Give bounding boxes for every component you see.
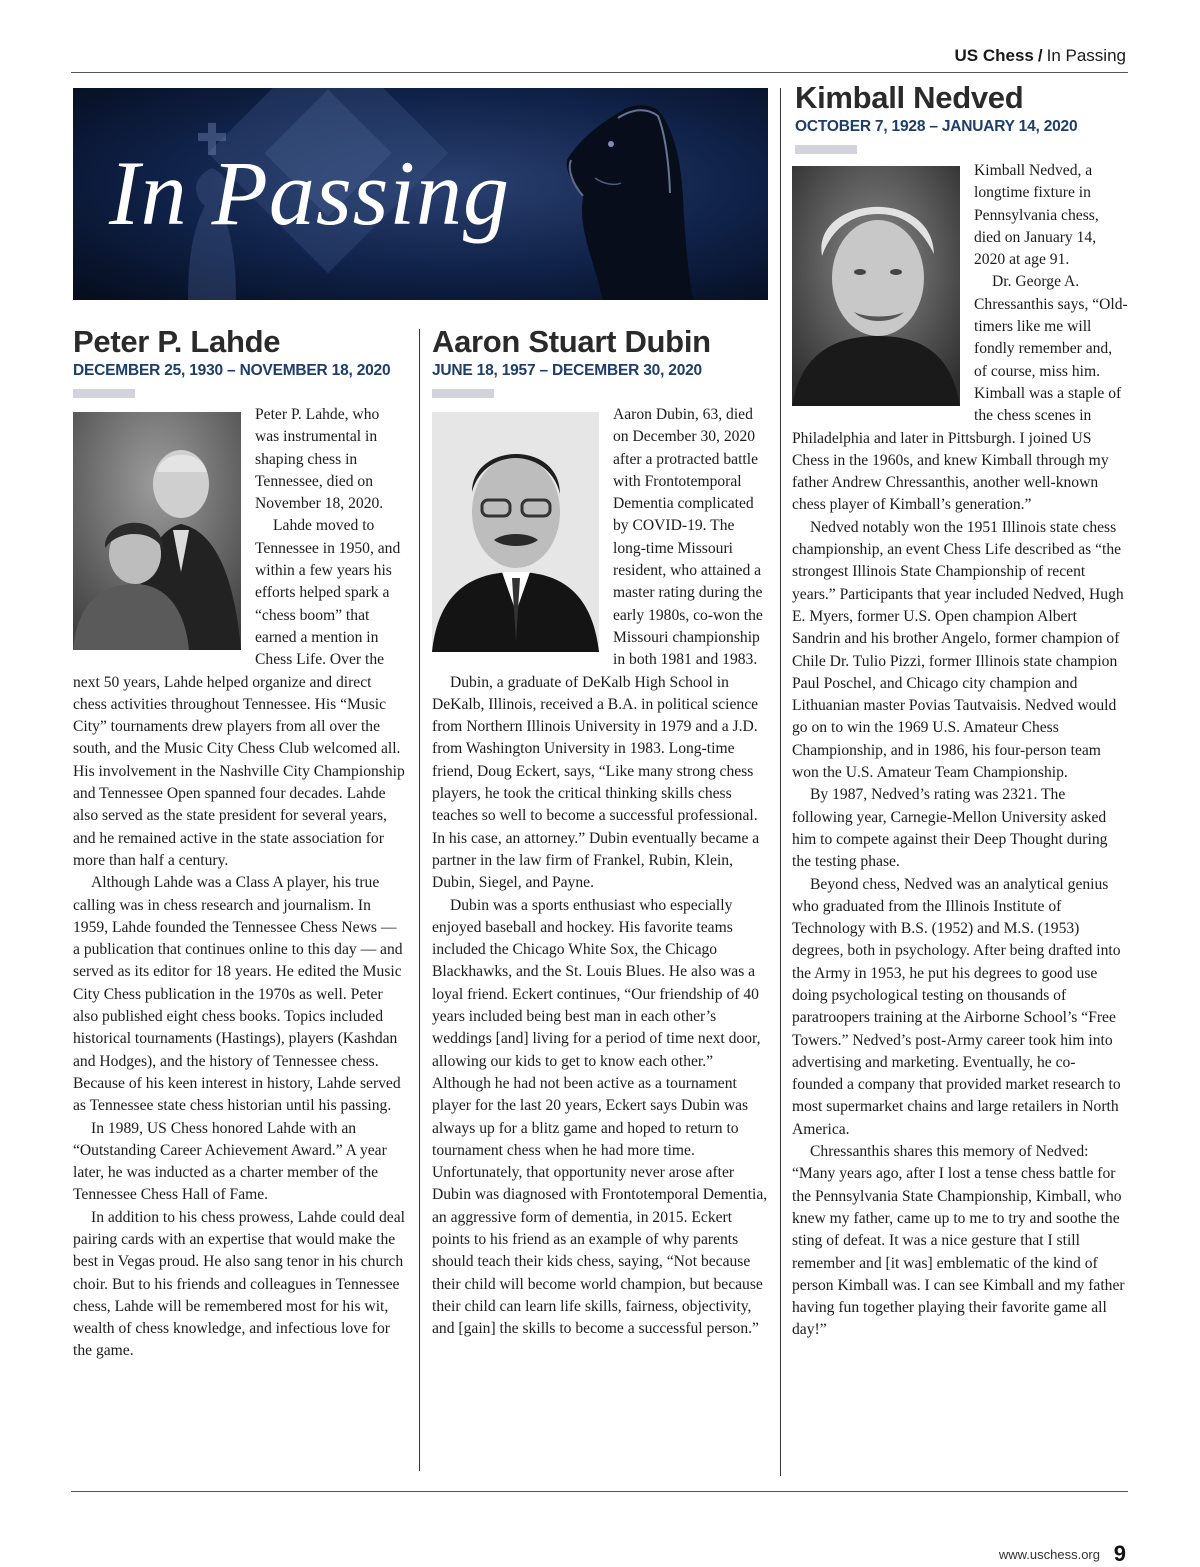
paragraph: Although Lahde was a Class A player, his true calling was in chess research and journalism. In 1959, Lahde founded the Tennessee Chess News — a publication that continues online to this day — and served as its editor for 18 years. He edited the Music City Chess publication in the 1970s as well. Peter also published eight chess books. Topics included historical tournaments (Hastings), players (Kashdan and Hodges), and the history of Tennessee chess. Because of his keen interest in history, Lahde served as Tennessee state chess historian until his passing. [73, 874, 403, 1115]
paragraph: By 1987, Nedved’s rating was 2321. The following year, Carnegie-Mellon University asked him to compete against their Deep Thought during the testing phase. [792, 786, 1108, 871]
accent-bar [73, 389, 135, 398]
column-divider-2 [780, 88, 781, 1476]
obituary-text-nedved [792, 160, 1128, 1342]
paragraph: Chressanthis shares this memory of Nedved: “Many years ago, after I lost a tense chess battle for the Pennsylvania State Championship, Kimball, who knew my father, came up to me to try and soothe the sting of defeat. It was a nice gesture that I still remember and [it was] emblematic of the kind of person Kimball was. I can see Kimball and my father having fun together playing their favorite game all day!” [792, 1143, 1125, 1339]
footer-url: www.uschess.org [998, 1547, 1100, 1562]
paragraph: Beyond chess, Nedved was an analytical genius who graduated from the Illinois Institute of Technology with B.S. (1952) and M.S. (1953) degrees, both in psychology. After being drafted into the Army in 1953, he put his degrees to good use doing psychological testing on thousands of paratroopers training at the Airborne School’s “Free Towers.” Nedved’s post-Army career took him into advertising and marketing. Eventually, he co- founded a company that provided market research to most supermarket chains and large retailers in North America. [792, 875, 1121, 1138]
running-head-separator: / [1037, 46, 1043, 65]
banner-title: In Passing [109, 142, 510, 244]
paragraph: Kimball Nedved, a longtime fixture in Pennsylvania chess, died on January 14, 2020 at age 91. [974, 162, 1099, 269]
paragraph: Peter P. Lahde, who was instrumental in shaping chess in Tennessee, died on November 18, 2020. [255, 406, 384, 513]
footer-rule [71, 1491, 1128, 1492]
portrait-photo-nedved [792, 166, 960, 406]
publication-name: US Chess [954, 46, 1034, 65]
section-name: In Passing [1046, 46, 1126, 65]
page-number: 9 [1113, 1541, 1126, 1566]
paragraph: Dubin was a sports enthusiast who especially enjoyed baseball and hockey. His favorite teams included the Chicago White Sox, the Chicago Blackhawks, and the St. Louis Blues. He also was a loyal friend. Eckert continues, “Our friendship of 40 years included being best man in each other’s weddings [and] living for a period of time next door, allowing our kids to get to know each other.” Although he had not been active as a tournament player for the last 20 years, Eckert says Dubin was always up for a blitz game and hoped to return to tournament chess when he had more time. Unfortunately, that opportunity never arose after Dubin was diagnosed with Frontotemporal Dementia, an aggressive form of dementia, in 2015. Eckert points to his friend as an example of why parents should teach their kids chess, saying, “Not because their child will become world champion, but because their child can learn life skills, fairness, objectivity, and [gain] the skills to become a successful person.” [432, 896, 768, 1338]
accent-bar [795, 145, 857, 154]
paragraph: In addition to his chess prowess, Lahde could deal pairing cards with an expertise that would make the best in Vegas proud. He also sang tenor in his church choir. But to his friends and colleagues in Tennessee chess, Lahde will be remembered most for his wit, wealth of chess knowledge, and infectious love for the game. [73, 1208, 405, 1360]
paragraph: Aaron Dubin, 63, died on December 30, 2020 after a protracted battle with Frontotemporal Dementia complicated by COVID-19. The long-time Missouri resident, who attained a master rating during the early 1980s, co-won the Missouri championship in both 1981 and 1983. [613, 406, 763, 669]
column-divider-1 [419, 329, 420, 1471]
obituary-name-lahde: Peter P. Lahde [73, 324, 281, 359]
portrait-photo-lahde [73, 412, 241, 650]
header-rule [71, 72, 1128, 73]
obituary-dates-dubin: JUNE 18, 1957 – DECEMBER 30, 2020 [432, 362, 702, 379]
portrait-photo-dubin [432, 412, 599, 652]
section-banner [73, 88, 768, 300]
obituary-name-nedved: Kimball Nedved [795, 80, 1024, 115]
obituary-dates-nedved: OCTOBER 7, 1928 – JANUARY 14, 2020 [795, 118, 1078, 135]
paragraph: Dubin, a graduate of DeKalb High School in DeKalb, Illinois, received a B.A. in political science from Northern Illinois University in 1979 and a J.D. from Washington University in 1983. Long-time friend, Doug Eckert, says, “Like many strong chess players, he took the critical thinking skills chess teaches so well to become a successful professional. In his case, an attorney.” Dubin eventually became a partner in the law firm of Frankel, Rubin, Klein, Dubin, Siegel, and Payne. [432, 673, 760, 892]
paragraph: Nedved notably won the 1951 Illinois state chess championship, an event Chess Life described as “the strongest Illinois State Championship of recent years.” Participants that year included Nedved, Hugh E. Myers, former U.S. Open champion Albert Sandrin and his brother Angelo, former champion of Chile Dr. Tulio Pizzi, former Illinois state champion Paul Poschel, and Chicago city champion and Lithuanian master Povias Tautvaisis. Nedved would go on to win the 1969 U.S. Amateur Chess Championship, and in 1986, his four-person team won the U.S. Amateur Team Championship. [792, 518, 1124, 782]
obituary-text-dubin [432, 404, 770, 1340]
obituary-dates-lahde: DECEMBER 25, 1930 – NOVEMBER 18, 2020 [73, 362, 391, 379]
paragraph: Dr. George A. Chressanthis says, “Old-timers like me will fondly remember and, of course, miss him. Kimball was a staple of the chess scenes in Philadelphia and later in Pittsburgh. I joined US Chess in the 1960s, and knew Kimball through my father Andrew Chressanthis, another well-known chess player of Kimball’s generation.” [792, 273, 1128, 514]
obituary-name-dubin: Aaron Stuart Dubin [432, 324, 711, 359]
accent-bar [432, 389, 494, 398]
paragraph: Lahde moved to Tennessee in 1950, and within a few years his efforts helped spark a “chess boom” that earned a mention in Chess Life. Over the next 50 years, Lahde helped organize and direct chess activities throughout Tennessee. His “Music City” tournaments drew players from all over the south, and the Music City Chess Club welcomed all. His involvement in the Nashville City Championship and Tennessee Open spanned four decades. Lahde also served as the state president for several years, and he remained active in the state association for more than half a century. [73, 517, 405, 869]
paragraph: In 1989, US Chess honored Lahde with an “Outstanding Career Achievement Award.” A year later, he was inducted as a charter member of the Tennessee Chess Hall of Fame. [73, 1119, 387, 1204]
obituary-text-lahde [73, 404, 407, 1363]
running-head [955, 46, 1127, 66]
